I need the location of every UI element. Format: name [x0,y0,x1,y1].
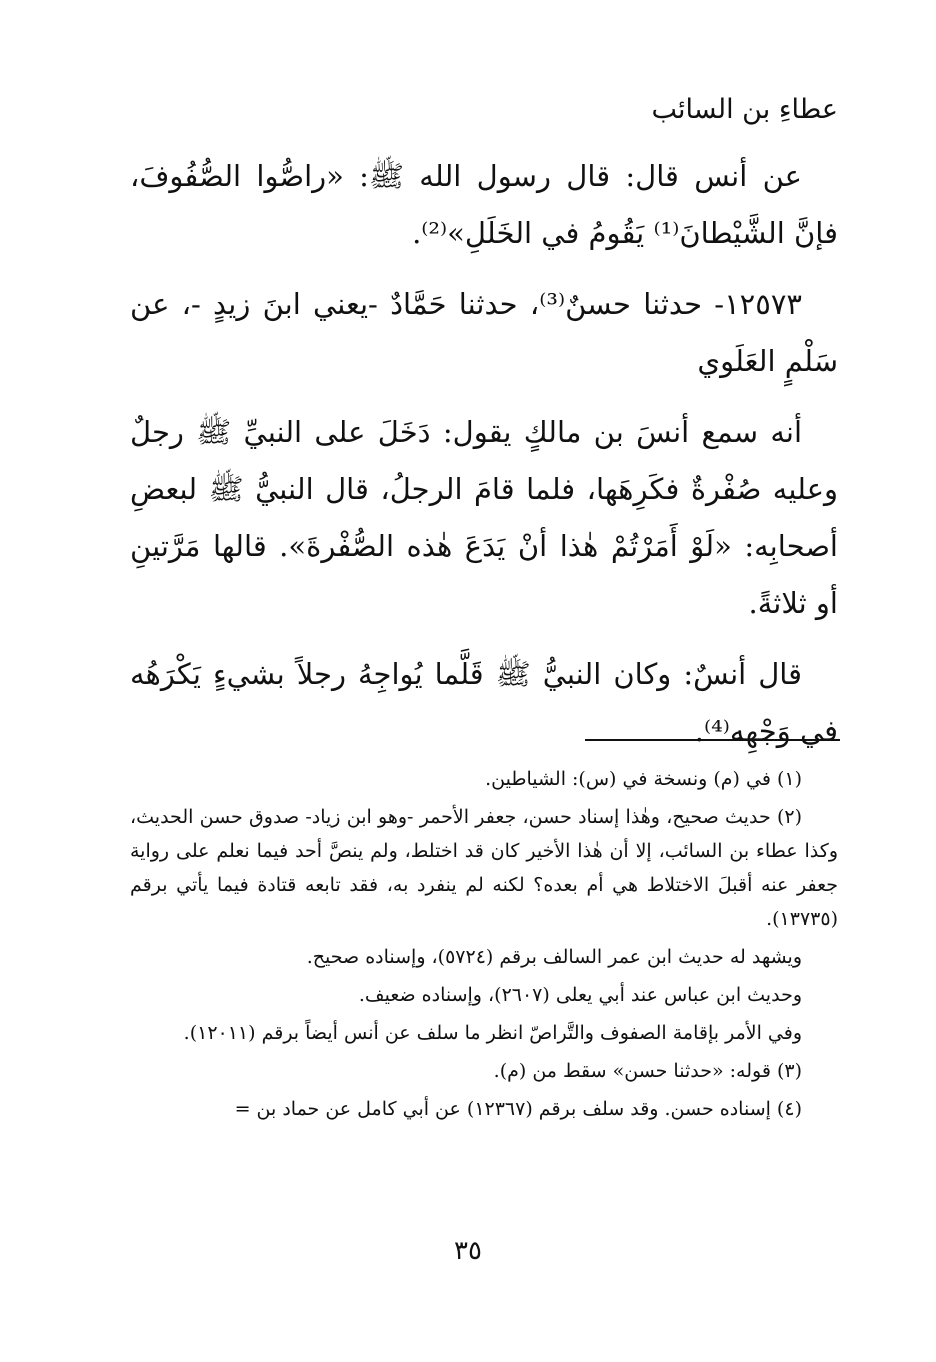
running-header: عطاءِ بن السائب [651,94,838,125]
footnote-continuation: وحديث ابن عباس عند أبي يعلى (٢٦٠٧)، وإسناده ضعيف. [358,984,802,1006]
page-number: ٣٥ [454,1236,482,1266]
footnote: (١) في (م) ونسخة في (س): الشياطين. [485,768,802,790]
footnotes [130,762,838,1130]
footnote: (٣) قوله: «حدثنا حسن» سقط من (م). [493,1060,802,1082]
footnote: (٢) حديث صحيح، وهٰذا إسناد حسن، جعفر الأحمر -وهو ابن زياد- صدوق حسن الحديث، وكذا عطاء بن السائب، إلا أن هٰذا الأخير كان قد اختلط، ولم ينصَّ أحد فيما نعلم على رواية جعفر عنه أقبلَ الاختلاط هي أم بعده؟ لكنه لم ينفرد به، فقد تابعه قتادة فيما يأتي برقم (١٣٧٣٥). [130,806,838,930]
hadith-paragraph: قال أنسٌ: وكان النبيُّ ﷺ قَلَّما يُواجِهُ رجلاً بشيءٍ يَكْرَهُه في وَجْهِه⁽⁴⁾. [130,657,838,748]
footnote: (٤) إسناده حسن. وقد سلف برقم (١٢٣٦٧) عن أبي كامل عن حماد بن = [234,1098,802,1120]
footnote-continuation: ويشهد له حديث ابن عمر السالف برقم (٥٧٢٤)، وإسناده صحيح. [306,946,802,968]
hadith-paragraph: أنه سمع أنسَ بن مالكٍ يقول: دَخَلَ على النبيِّ ﷺ رجلٌ وعليه صُفْرةٌ فكَرِهَها، فلما قامَ الرجلُ، قال النبيُّ ﷺ لبعضِ أصحابِه: «لَوْ أَمَرْتُمْ هٰذا أنْ يَدَعَ هٰذه الصُّفْرةَ». قالها مَرَّتينِ أو ثلاثةً. [130,415,838,620]
main-text [130,148,838,774]
footnote-continuation: وفي الأمر بإقامة الصفوف والتَّراصّ انظر ما سلف عن أنس أيضاً برقم (١٢٠١١). [183,1022,802,1044]
hadith-paragraph: عن أنس قال: قال رسول الله ﷺ: «راصُّوا الصُّفُوفَ، فإنَّ الشَّيْطانَ⁽¹⁾ يَقُومُ في الخَلَلِ»⁽²⁾. [130,159,838,250]
footnote-separator [585,739,840,741]
isnad-paragraph: ١٢٥٧٣- حدثنا حسنٌ⁽³⁾، حدثنا حَمَّادٌ -يعني ابنَ زيدٍ -، عن سَلْمٍ العَلَوي [130,287,838,378]
